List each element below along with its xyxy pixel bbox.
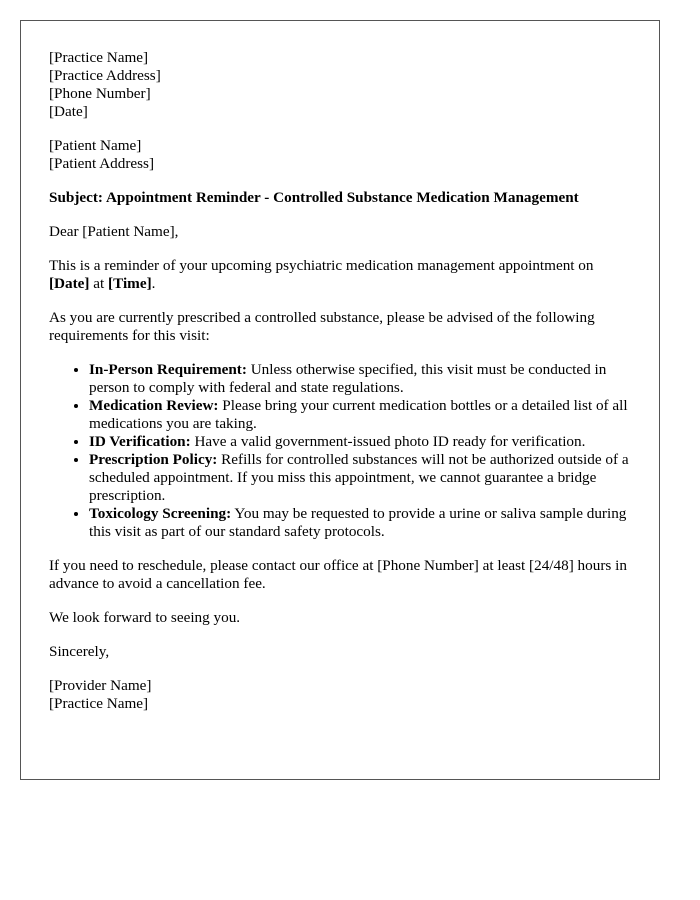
- letter-date: [Date]: [49, 103, 88, 120]
- subject-line: [49, 189, 631, 207]
- signoff: Sincerely,: [49, 643, 110, 660]
- list-item: [89, 397, 631, 433]
- signature-practice-name: [Practice Name]: [49, 695, 149, 712]
- reminder-text: This is a reminder of your upcoming psychiatric medication management appointment on: [49, 257, 594, 274]
- requirement-title: Prescription Policy:: [89, 451, 218, 468]
- closing-line: We look forward to seeing you.: [49, 609, 241, 626]
- requirement-title: Toxicology Screening:: [89, 505, 232, 522]
- reminder-at: at: [89, 275, 109, 292]
- appointment-date: [Date]: [49, 275, 90, 292]
- requirement-title: ID Verification:: [89, 433, 191, 450]
- sender-practice-name: [Practice Name]: [49, 49, 149, 66]
- requirement-text: Please bring your current medication bottles or a detailed list of all medications you are taking.: [89, 397, 628, 432]
- reminder-paragraph: [49, 257, 631, 293]
- requirements-list: [49, 361, 631, 541]
- recipient-address: [Patient Address]: [49, 155, 155, 172]
- sender-phone-number: [Phone Number]: [49, 85, 151, 102]
- requirement-text: Unless otherwise specified, this visit must be conducted in person to comply with federal and state regulations.: [89, 361, 607, 396]
- list-item: [89, 433, 631, 451]
- requirement-title: In-Person Requirement:: [89, 361, 247, 378]
- list-item: [89, 451, 631, 505]
- requirement-text: Have a valid government-issued photo ID ready for verification.: [190, 433, 586, 450]
- salutation: Dear [Patient Name],: [49, 223, 179, 240]
- sender-block: [49, 49, 631, 121]
- signature-block: [49, 677, 631, 713]
- requirement-text: Refills for controlled substances will not be authorized outside of a scheduled appointment. If you miss this appointment, we cannot guarantee a bridge prescription.: [89, 451, 629, 504]
- reminder-end: .: [151, 275, 156, 292]
- requirement-title: Medication Review:: [89, 397, 219, 414]
- reschedule-paragraph: If you need to reschedule, please contact our office at [Phone Number] at least [24/48] hours in advance to avoid a cancellation fee.: [49, 557, 627, 592]
- provider-name: [Provider Name]: [49, 677, 152, 694]
- list-item: [89, 361, 631, 397]
- subject-text: Subject: Appointment Reminder - Controlled Substance Medication Management: [49, 189, 579, 206]
- sender-practice-address: [Practice Address]: [49, 67, 161, 84]
- recipient-block: [49, 137, 631, 173]
- recipient-name: [Patient Name]: [49, 137, 142, 154]
- letter-page: [20, 20, 660, 780]
- appointment-time: [Time]: [108, 275, 152, 292]
- list-item: [89, 505, 631, 541]
- intro-paragraph: As you are currently prescribed a controlled substance, please be advised of the following requirements for this visit:: [49, 309, 595, 344]
- requirement-text: You may be requested to provide a urine or saliva sample during this visit as part of our standard safety protocols.: [89, 505, 627, 540]
